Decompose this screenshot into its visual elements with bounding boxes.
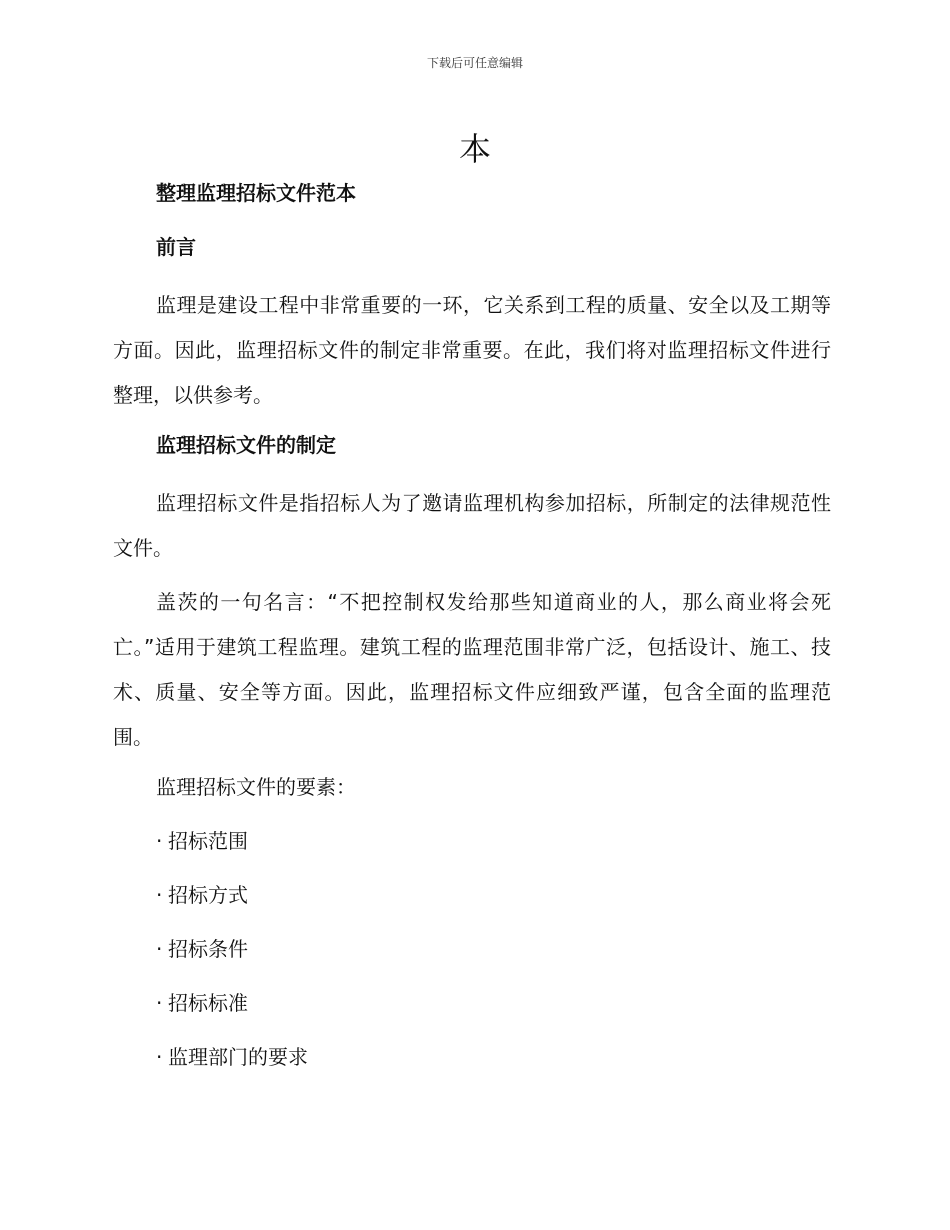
list-item bbox=[113, 985, 831, 1021]
bullet-icon: · bbox=[156, 991, 163, 1015]
list-item bbox=[113, 931, 831, 967]
bullet-icon: · bbox=[156, 937, 163, 961]
elements-list bbox=[113, 823, 831, 1075]
list-item-label: 招标范围 bbox=[168, 829, 248, 853]
paragraph-preface: 监理是建设工程中非常重要的一环，它关系到工程的质量、安全以及工期等方面。因此，监理招标文件的制定非常重要。在此，我们将对监理招标文件进行整理，以供参考。 bbox=[113, 293, 831, 407]
list-item bbox=[113, 877, 831, 913]
document-body bbox=[113, 175, 831, 1093]
list-item-label: 招标条件 bbox=[168, 937, 248, 961]
cover-character: 本 bbox=[458, 130, 491, 168]
bullet-icon: · bbox=[156, 829, 163, 853]
elements-intro: 监理招标文件的要素： bbox=[156, 775, 356, 799]
document-title: 整理监理招标文件范本 bbox=[156, 181, 356, 205]
bullet-icon: · bbox=[156, 1045, 163, 1069]
section-heading-formulation: 监理招标文件的制定 bbox=[156, 433, 336, 457]
list-item-label: 招标方式 bbox=[168, 883, 248, 907]
section-heading-preface: 前言 bbox=[156, 235, 196, 259]
list-item-label: 招标标准 bbox=[168, 991, 248, 1015]
paragraph-quote: 盖茨的一句名言：“不把控制权发给那些知道商业的人，那么商业将会死亡。”适用于建筑工程监理。建筑工程的监理范围非常广泛，包括设计、施工、技术、质量、安全等方面。因此，监理招标文件应细致严谨，包含全面的监理范围。 bbox=[113, 590, 831, 749]
list-item-label: 监理部门的要求 bbox=[168, 1045, 308, 1069]
bullet-icon: · bbox=[156, 883, 163, 907]
list-item bbox=[113, 823, 831, 859]
paragraph-definition: 监理招标文件是指招标人为了邀请监理机构参加招标，所制定的法律规范性文件。 bbox=[113, 491, 831, 560]
list-item bbox=[113, 1039, 831, 1075]
header-note: 下载后可任意编辑 bbox=[426, 56, 523, 70]
